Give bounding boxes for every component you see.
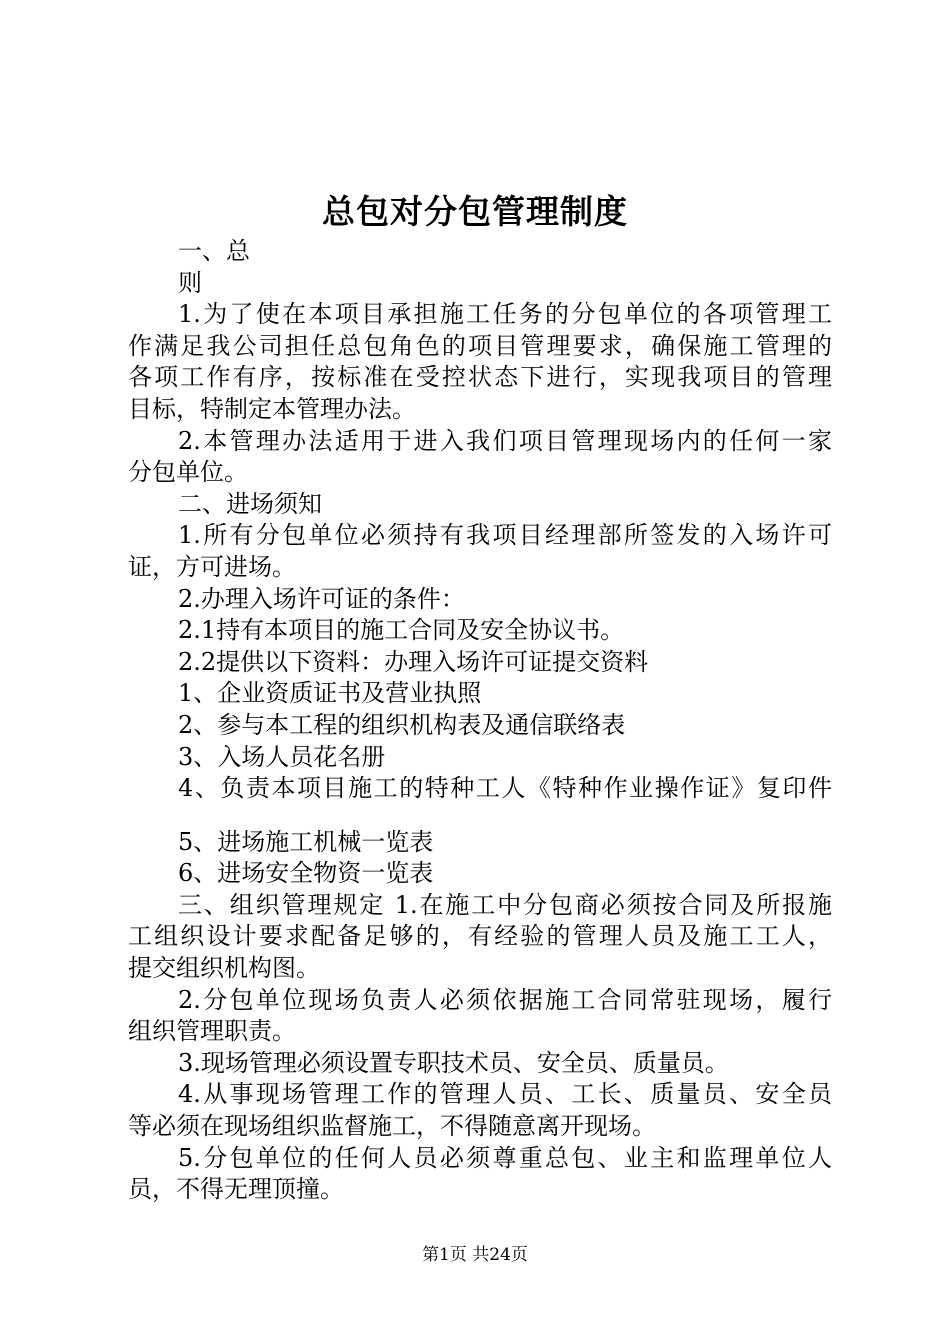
- text-line: 1.为了使在本项目承担施工任务的分包单位的各项管理工: [178, 300, 832, 329]
- text-line: 2.2提供以下资料：办理入场许可证提交资料: [178, 647, 649, 676]
- text-line: 证，方可进场。: [128, 552, 296, 581]
- text-line: 2.分包单位现场负责人必须依据施工合同常驻现场，履行: [178, 985, 832, 1014]
- text-line: 6、进场安全物资一览表: [178, 859, 434, 888]
- text-line: 各项工作有序，按标准在受控状态下进行，实现我项目的管理: [128, 363, 832, 392]
- text-line: 5、进场施工机械一览表: [178, 827, 434, 856]
- text-line: 分包单位。: [128, 458, 248, 487]
- text-line: 5.分包单位的任何人员必须尊重总包、业主和监理单位人: [178, 1143, 832, 1172]
- text-line: 作满足我公司担任总包角色的项目管理要求，确保施工管理的: [128, 331, 832, 360]
- text-line: 员，不得无理顶撞。: [128, 1175, 344, 1204]
- document-title: 总包对分包管理制度: [322, 192, 628, 231]
- text-line: 目标，特制定本管理办法。: [128, 394, 416, 423]
- text-line: 1、企业资质证书及营业执照: [178, 679, 482, 708]
- text-line: 1.所有分包单位必须持有我项目经理部所签发的入场许可: [178, 521, 832, 550]
- document-body: [128, 236, 832, 1206]
- text-line: 则: [178, 268, 202, 297]
- text-line: 提交组织机构图。: [128, 954, 320, 983]
- text-line: 3.现场管理必须设置专职技术员、安全员、质量员。: [178, 1048, 729, 1077]
- text-line: 工组织设计要求配备足够的，有经验的管理人员及施工工人，: [128, 922, 832, 951]
- text-line: 2、参与本工程的组织机构表及通信联络表: [178, 710, 626, 739]
- text-line: 三、组织管理规定 1.在施工中分包商必须按合同及所报施: [178, 890, 832, 919]
- text-line: 3、入场人员花名册: [178, 742, 386, 771]
- text-line: 一、总: [178, 237, 250, 265]
- text-line: 2.本管理办法适用于进入我们项目管理现场内的任何一家: [178, 426, 832, 455]
- text-line: 4.从事现场管理工作的管理人员、工长、质量员、安全员: [178, 1080, 832, 1109]
- text-line: 2.办理入场许可证的条件：: [178, 584, 465, 613]
- text-line: 4、负责本项目施工的特种工人《特种作业操作证》复印件: [178, 774, 832, 803]
- text-line: 2.1持有本项目的施工合同及安全协议书。: [178, 616, 625, 645]
- text-line: 二、进场须知: [178, 489, 322, 518]
- paragraph-gap: [128, 805, 832, 827]
- text-line: 等必须在现场组织监督施工，不得随意离开现场。: [128, 1112, 656, 1141]
- page-footer: 第1页 共24页: [422, 1245, 528, 1265]
- text-line: 组织管理职责。: [128, 1017, 296, 1046]
